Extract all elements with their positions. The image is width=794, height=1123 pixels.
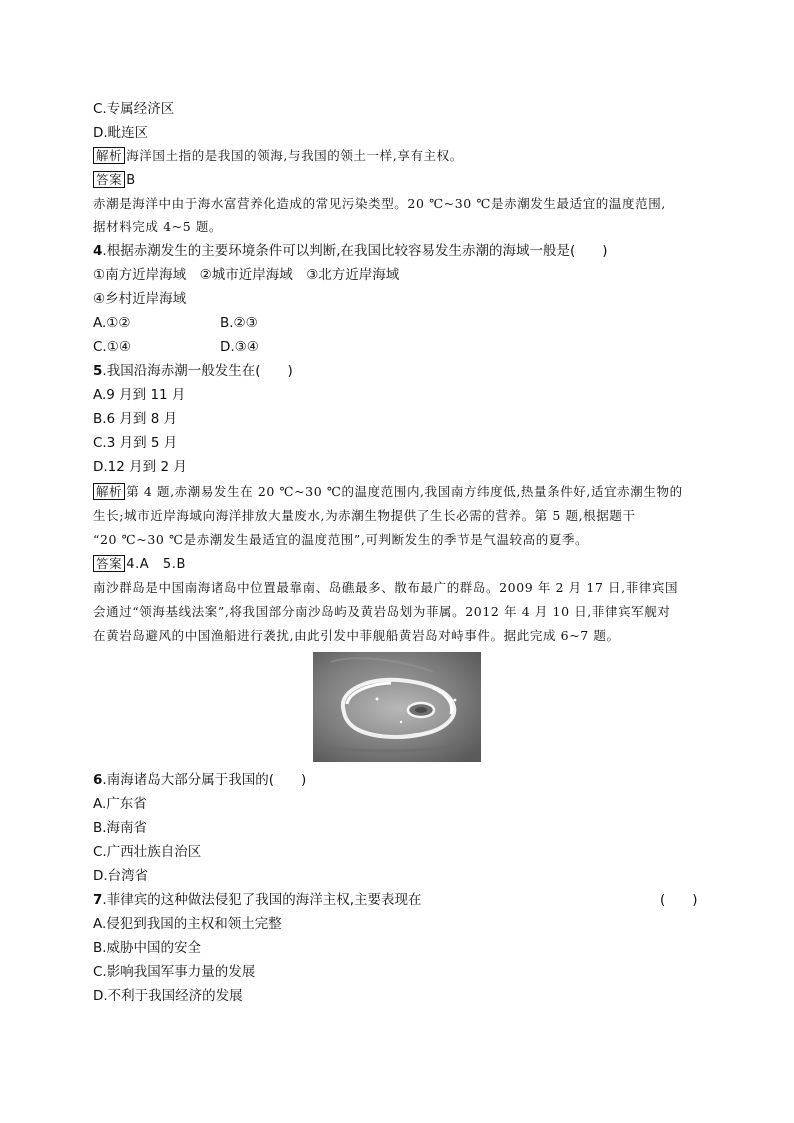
q4-option-c: C.①④ [93, 339, 131, 355]
q4-stem [93, 242, 608, 260]
q6-option-a: A.广东省 [93, 796, 147, 812]
island-aerial-photo [313, 652, 481, 762]
q4-option-b: B.②③ [220, 315, 258, 331]
q5-option-b: B.6 月到 8 月 [93, 411, 178, 427]
intro-4-5-line2: 据材料完成 4~5 题。 [93, 219, 223, 234]
q4-option-a: A.①② [93, 315, 131, 331]
q45-answer [93, 555, 186, 574]
intro-6-7-line3: 在黄岩岛避风的中国渔船进行袭扰,由此引发中菲舰船黄岩岛对峙事件。据此完成 6~7 题。 [93, 628, 620, 643]
q7-answer-blank: ( ) [660, 892, 698, 908]
island-photo-graphic [313, 652, 481, 762]
q7-option-d: D.不利于我国经济的发展 [93, 988, 243, 1004]
q3-option-d: D.毗连区 [93, 125, 149, 141]
q3-analysis [93, 147, 463, 165]
intro-4-5-line1: 赤潮是海洋中由于海水富营养化造成的常见污染类型。20 ℃~30 ℃是赤潮发生最适宜的温度范围, [93, 196, 666, 211]
q4-items-line1: ①南方近岸海域 ②城市近岸海域 ③北方近岸海域 [93, 267, 400, 283]
q7-option-b: B.威胁中国的安全 [93, 940, 202, 956]
answer-tag: 答案 [93, 171, 125, 188]
q6-stem [93, 771, 306, 789]
q45-analysis-line2: 生长;城市近岸海域向海洋排放大量废水,为赤潮生物提供了生长必需的营养。第 5 题,根据题干 [93, 508, 636, 523]
q7-stem [93, 891, 422, 909]
q7-number: 7 [93, 892, 103, 908]
q6-option-b: B.海南省 [93, 820, 148, 836]
analysis-tag: 解析 [93, 483, 125, 500]
q5-stem [93, 362, 293, 380]
q6-option-d: D.台湾省 [93, 868, 149, 884]
q7-option-c: C.影响我国军事力量的发展 [93, 964, 256, 980]
q5-stem-text: .我国沿海赤潮一般发生在( ) [102, 363, 293, 379]
q4-items-line2: ④乡村近岸海域 [93, 291, 187, 307]
q5-option-d: D.12 月到 2 月 [93, 459, 187, 475]
q3-answer [93, 171, 136, 190]
q4-options-row1 [93, 314, 131, 332]
q3-analysis-text: 海洋国土指的是我国的领海,与我国的领土一样,享有主权。 [126, 148, 463, 163]
q45-analysis-line1 [93, 483, 683, 501]
q6-number: 6 [93, 772, 103, 788]
q5-option-a: A.9 月到 11 月 [93, 387, 186, 403]
q4-stem-text: .根据赤潮发生的主要环境条件可以判断,在我国比较容易发生赤潮的海域一般是( ) [102, 243, 608, 259]
q6-stem-text: .南海诸岛大部分属于我国的( ) [102, 772, 307, 788]
q3-answer-value: B [126, 173, 136, 188]
q4-option-d: D.③④ [220, 339, 259, 355]
q45-analysis-text1: 第 4 题,赤潮易发生在 20 ℃~30 ℃的温度范围内,我国南方纬度低,热量条件好,适宜赤潮生物的 [126, 484, 683, 499]
q7-stem-text: .菲律宾的这种做法侵犯了我国的海洋主权,主要表现在 [102, 892, 422, 908]
q45-analysis-line3: “20 ℃~30 ℃是赤潮发生最适宜的温度范围”,可判断发生的季节是气温较高的夏季。 [93, 532, 589, 547]
intro-6-7-line1: 南沙群岛是中国南海诸岛中位置最靠南、岛礁最多、散布最广的群岛。2009 年 2 月 17 日,菲律宾国 [93, 580, 679, 595]
q5-option-c: C.3 月到 5 月 [93, 435, 178, 451]
q6-option-c: C.广西壮族自治区 [93, 844, 202, 860]
answer-tag: 答案 [93, 555, 125, 572]
q3-option-c: C.专属经济区 [93, 101, 175, 117]
q7-option-a: A.侵犯到我国的主权和领土完整 [93, 916, 282, 932]
intro-6-7-line2: 会通过“领海基线法案”,将我国部分南沙岛屿及黄岩岛划为菲属。2012 年 4 月 10 日,菲律宾军舰对 [93, 604, 671, 619]
analysis-tag: 解析 [93, 147, 125, 164]
q4-number: 4 [93, 243, 103, 259]
q45-answer-value: 4.A 5.B [126, 557, 187, 572]
q5-number: 5 [93, 363, 103, 379]
